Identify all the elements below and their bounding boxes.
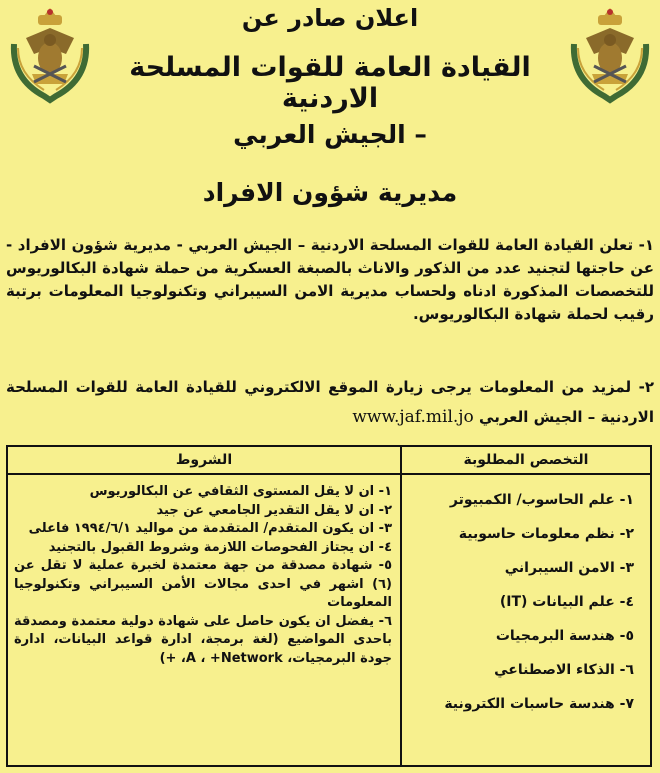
list-item: ٦- الذكاء الاصطناعي — [494, 662, 634, 678]
conditions-list — [8, 475, 400, 668]
list-item: ٤- علم البيانات (IT) — [499, 594, 634, 610]
conditions-column — [8, 447, 400, 765]
paragraph-1: ١- تعلن القيادة العامة للقوات المسلحة الاردنية – الجيش العربي - مديرية شؤون الافراد - عن حاجتها لتجنيد عدد من الذكور والاناث بالصبغة العسكرية من حملة شهادة البكالوريوس للتخصصات المذكورة ادناه ولحساب مديرية الامن السيبراني وتكنولوجيا المعلومات برتبة رقيب لحملة شهادة البكالوريوس. — [6, 236, 654, 323]
list-item: ٣- ان يكون المتقدم/ المتقدمة من مواليد ١٩٩٤/٦/١ فاعلى — [28, 521, 392, 536]
list-item: ١- ان لا يقل المستوى الثقافي عن البكالوريوس — [89, 484, 392, 499]
cond-header: الشروط — [8, 447, 400, 475]
requirements-table — [6, 445, 652, 767]
list-item: ٧- هندسة حاسبات الكترونية — [444, 696, 634, 712]
jordan-armed-forces-emblem-icon — [4, 4, 96, 104]
paragraph-2 — [6, 372, 654, 432]
specializations-list — [402, 475, 650, 727]
list-item: ٥- شهادة مصدقة من جهة معتمدة لخبرة عملية لا تقل عن (٦) اشهر في احدى مجالات الأمن السيبراني وتكنولوجيا المعلومات — [14, 558, 392, 610]
army-title: – الجيش العربي — [233, 120, 427, 149]
website-url: www.jaf.mil.jo — [352, 407, 474, 427]
list-item: ٢- ان لا يقل التقدير الجامعي عن جيد — [156, 502, 392, 518]
list-item: ٢- نظم معلومات حاسوبية — [458, 526, 634, 542]
list-item: ١- علم الحاسوب/ الكمبيوتر — [449, 492, 634, 508]
list-item: ٥- هندسة البرمجيات — [495, 628, 634, 644]
list-item: ٤- ان يجتاز الفحوصات اللازمة وشروط القبول بالتجنيد — [48, 539, 392, 555]
list-item: ٣- الامن السيبراني — [504, 560, 634, 576]
specializations-column — [400, 447, 650, 765]
paragraph-2-text: ٢- لمزيد من المعلومات يرجى زيارة الموقع الالكتروني للقيادة العامة للقوات المسلحة الاردنية – الجيش العربي — [6, 378, 654, 426]
directorate-title: مديرية شؤون الافراد — [202, 178, 458, 207]
list-item: ٦- يفضل ان يكون حاصل على شهادة دولية معتمدة ومصدقة باحدى المواضيع (لغة برمجة، ادارة قواعد البيانات، ادارة جودة البرمجيات، A ، +Network، +) — [14, 613, 392, 666]
authority-title: القيادة العامة للقوات المسلحة الاردنية — [129, 52, 531, 114]
spec-header: التخصص المطلوبة — [402, 447, 650, 475]
announcement-heading: اعلان صادر عن — [241, 4, 419, 32]
jordan-armed-forces-emblem-icon — [564, 4, 656, 104]
